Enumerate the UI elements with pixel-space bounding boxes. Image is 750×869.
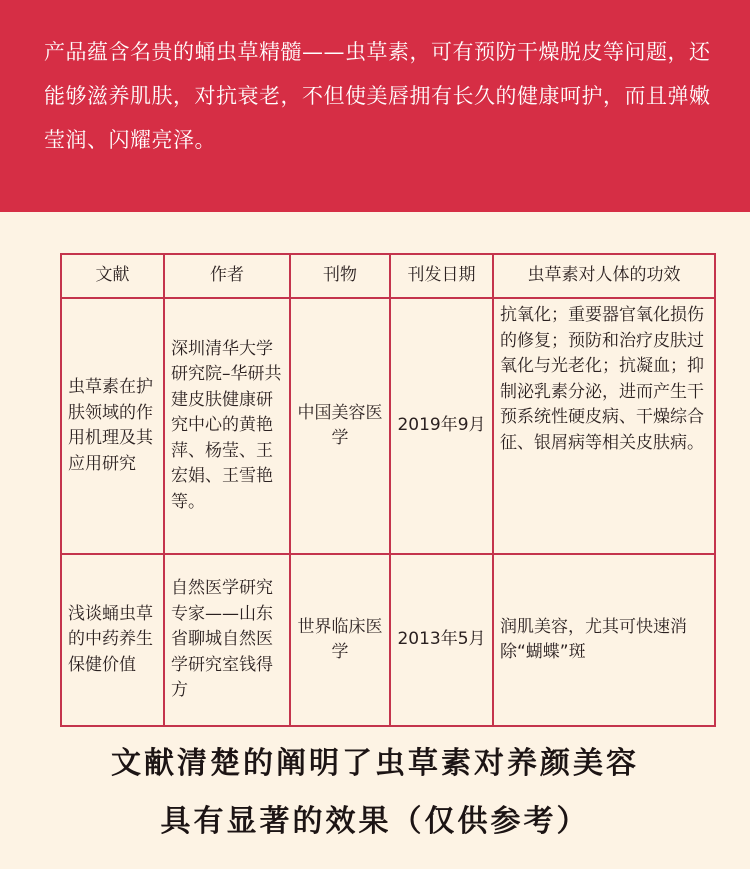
header-author: 作者 <box>164 254 290 298</box>
row1-author: 深圳清华大学研究院–华研共建皮肤健康研究中心的黄艳萍、杨莹、王宏娟、王雪艳等。 <box>164 298 290 554</box>
row2-date: 2013年5月 <box>390 554 493 726</box>
row1-title: 虫草素在护肤领域的作用机理及其应用研究 <box>61 298 164 554</box>
table-row <box>61 298 715 554</box>
row1-date: 2019年9月 <box>390 298 493 554</box>
intro-text: 产品蕴含名贵的蛹虫草精髓——虫草素，可有预防干燥脱皮等问题，还能够滋养肌肤，对抗衰老，不但使美唇拥有长久的健康呵护，而且弹嫩莹润、闪耀亮泽。 <box>44 40 711 152</box>
row1-effect: 抗氧化；重要器官氧化损伤的修复；预防和治疗皮肤过氧化与光老化；抗凝血；抑制泌乳素分泌，进而产生干预系统性硬皮病、干燥综合征、银屑病等相关皮肤病。 <box>493 298 715 554</box>
reference-table <box>60 253 716 727</box>
row2-author: 自然医学研究专家——山东省聊城自然医学研究室钱得方 <box>164 554 290 726</box>
table-row <box>61 554 715 726</box>
header-literature: 文献 <box>61 254 164 298</box>
conclusion-line-2: 具有显著的效果（仅供参考） <box>160 804 590 839</box>
conclusion-line-1: 文献清楚的阐明了虫草素对养颜美容 <box>111 746 639 781</box>
row2-title: 浅谈蛹虫草的中药养生保健价值 <box>61 554 164 726</box>
table-header-row <box>61 254 715 298</box>
row1-journal: 中国美容医学 <box>290 298 390 554</box>
header-effect: 虫草素对人体的功效 <box>493 254 715 298</box>
intro-banner <box>0 0 750 212</box>
row2-journal: 世界临床医学 <box>290 554 390 726</box>
header-date: 刊发日期 <box>390 254 493 298</box>
row2-effect: 润肌美容，尤其可快速消除“蝴蝶”斑 <box>493 554 715 726</box>
header-journal: 刊物 <box>290 254 390 298</box>
